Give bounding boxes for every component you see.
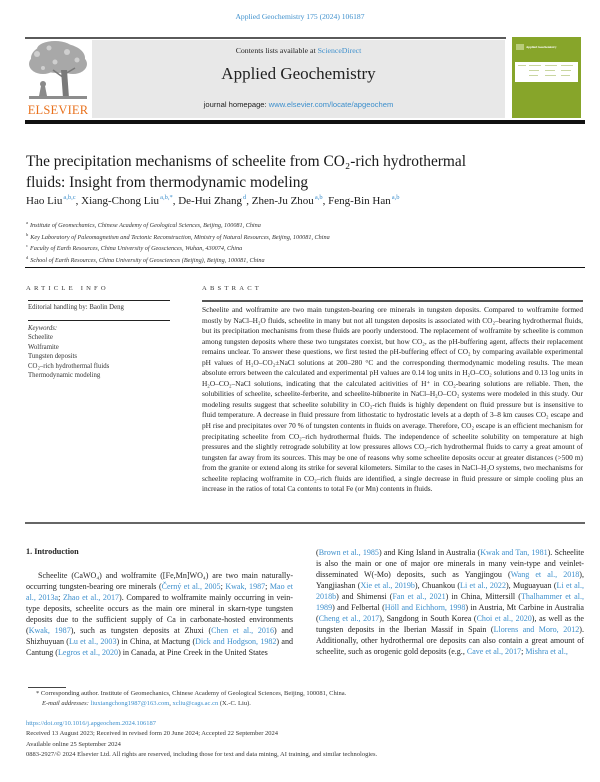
corresponding-author-note: * Corresponding author. Institute of Geomechanics, Chinese Academy of Geological Sciences, Beijing, 100081, China. (36, 690, 347, 697)
text-run: ) and Felbertal ( (332, 603, 385, 612)
citation-link[interactable]: Dick and Hodgson, 1982 (195, 637, 277, 646)
journal-title: Applied Geochemistry (221, 64, 376, 83)
citation-link[interactable]: Kwak and Tan, 1981 (480, 548, 548, 557)
abstract-bottom-rule (25, 522, 585, 524)
text-run: ; (58, 593, 63, 602)
author[interactable] (178, 195, 246, 207)
author-name: Xiang-Chong Liu (81, 195, 160, 207)
email-link[interactable]: liuxiangchong1987@163.com (90, 700, 170, 707)
text-run: ), Sangdong in South Korea ( (379, 614, 477, 623)
affiliation-mark: d (26, 254, 29, 260)
text-run: ) in Austria, Mt Carbine in Australia ( (316, 603, 584, 623)
homepage-line (92, 100, 505, 109)
journal-banner (92, 40, 505, 118)
available-online-date: Available online 25 September 2024 (26, 740, 121, 748)
author[interactable] (26, 195, 76, 207)
author-separator: , (246, 195, 252, 207)
author-affiliation-marks[interactable]: d (243, 194, 247, 201)
received-dates: Received 13 August 2023; Received in revised form 20 June 2024; Accepted 22 September 2024 (26, 730, 278, 738)
affiliation (26, 242, 330, 254)
article-info-rule (28, 320, 170, 321)
author-name: De-Hui Zhang (178, 195, 243, 207)
citation-link[interactable]: Lu et al., 2003 (68, 637, 117, 646)
section-rule (25, 267, 585, 268)
citation-link[interactable]: Černý et al., 2005 (161, 582, 221, 591)
citation-link[interactable]: Choi et al., 2020 (476, 614, 532, 623)
affiliation (26, 219, 330, 231)
author-separator: , (75, 195, 82, 207)
author[interactable] (81, 195, 173, 207)
affiliation-text: Faculty of Earth Resources, China University of Geosciences, Wuhan, 430074, China (30, 245, 243, 253)
text-run: ), Muguayuan ( (505, 581, 557, 590)
citation-link[interactable]: Cave et al., 2017 (466, 647, 522, 656)
journal-reference-link[interactable]: Applied Geochemistry 175 (2024) 106187 (235, 12, 365, 21)
introduction-heading: 1. Introduction (26, 547, 79, 556)
citation-link[interactable]: Brown et al., 1985 (318, 548, 379, 557)
doi-link[interactable]: https://doi.org/10.1016/j.apgeochem.2024.106187 (26, 720, 157, 727)
citation-link[interactable]: Höll and Eichhorn, 1998 (384, 603, 466, 612)
contents-line (92, 46, 505, 55)
affiliation-mark: a (26, 220, 28, 225)
cover-title: Applied Geochemistry (526, 45, 557, 49)
footnote-rule (28, 687, 66, 688)
citation-link[interactable]: Li et al., 2022 (460, 581, 506, 590)
author-name: Hao Liu (26, 195, 63, 207)
citation-link[interactable]: Kwak, 1987 (28, 626, 71, 635)
text-run: ). Compared to wolframite mainly occurring in vein-type deposits, scheelite occurs as the main ore mineral in skarn-type tungsten deposits due to the sufficient supply of Ca in carbonate-hosted environments ( (26, 593, 293, 635)
citation-link[interactable]: Cheng et al., 2017 (318, 614, 380, 623)
contents-prefix: Contents lists available at (235, 46, 318, 55)
keywords-list (28, 324, 109, 380)
text-run: ) in China, at Mactung ( (116, 637, 196, 646)
affiliation-text: School of Earth Resources, China University of Geosciences (Beijing), Beijing, 100081, China (30, 256, 265, 264)
citation-link[interactable]: Fan et al., 2021 (392, 592, 446, 601)
email-line (28, 699, 346, 709)
text-run: ) in China, Mittersill ( (445, 592, 521, 601)
abstract-heading: ABSTRACT (202, 285, 263, 292)
text-run: ; (265, 582, 270, 591)
author-affiliation-marks[interactable]: a,b,c (63, 194, 76, 201)
keyword: CO₂–rich hydrothermal fluids (28, 362, 110, 370)
text-run: ) in Canada, at Pine Creek in the United States (118, 648, 268, 657)
citation-link[interactable]: Zhao et al., 2017 (62, 593, 120, 602)
text-run: ; (220, 582, 226, 591)
keyword: Scheelite (28, 334, 53, 342)
author-separator: , (322, 195, 329, 207)
text-run: Scheelite (CaWO₄) and wolframite ([Fe,Mn]WO₄) are two main naturally-occurring tungsten-bearing ore minerals ( (26, 571, 293, 591)
citation-link[interactable]: Xie et al., 2019b (360, 581, 415, 590)
introduction-paragraph-right (316, 547, 584, 657)
affiliation-mark: b (26, 231, 29, 237)
affiliation (26, 254, 330, 266)
citation-link[interactable]: Mishra et al., (525, 647, 568, 656)
abstract-rule (202, 300, 583, 302)
text-run: ). Additionally, other hydrothermal ore deposits can also contain a great amount of scheelite, such as orogenic gold deposits (e.g., (316, 625, 584, 656)
elsevier-tree-icon (25, 40, 91, 104)
header-top-rule (25, 37, 506, 39)
text-run: ). Scheelite is also the main or one of major ore minerals in many vein-type and veinlet-disseminated W(-Mo) deposits, such as Yangjingou ( (316, 548, 585, 579)
citation-link[interactable]: Thalhammer et al., 1989 (316, 592, 584, 612)
text-run: ), such as tungsten deposits at Zhuxi ( (70, 626, 212, 635)
keyword: Tungsten deposits (28, 353, 78, 361)
citation-link[interactable]: Legros et al., 2020 (57, 648, 119, 657)
author-affiliation-marks[interactable]: a,b (391, 194, 400, 201)
journal-cover-thumbnail[interactable] (512, 37, 581, 118)
author-name: Feng-Bin Han (328, 195, 391, 207)
keywords-label: Keywords: (28, 325, 58, 332)
keyword: Thermodynamic modeling (28, 372, 101, 380)
article-info-heading: ARTICLE INFO (26, 285, 109, 292)
email-suffix: (X.-C. Liu). (218, 700, 251, 707)
email-label: E-mail addresses: (42, 700, 89, 707)
citation-link[interactable]: Li et al., 2018b (316, 581, 584, 601)
article-info-rule (28, 300, 170, 301)
copyright-notice: 0883-2927/© 2024 Elsevier Ltd. All rights are reserved, including those for text and data mining, AI training, and similar technologies. (26, 750, 378, 758)
text-run: ), Chuankou ( (414, 581, 461, 590)
elsevier-logo[interactable] (25, 40, 91, 120)
homepage-link[interactable]: www.elsevier.com/locate/apgeochem (268, 100, 394, 109)
text-run: ; (521, 647, 526, 656)
elsevier-wordmark: ELSEVIER (27, 103, 89, 117)
citation-link[interactable]: Wang et al., 2018 (510, 570, 580, 579)
text-run: ( (316, 548, 319, 557)
author-affiliation-marks[interactable]: a,b (314, 194, 323, 201)
author-affiliation-marks[interactable]: a,b,* (160, 194, 173, 201)
text-run: ), as well as the tungsten deposits in the Iberian Massif in Spain ( (316, 614, 584, 634)
introduction-paragraph-left (26, 570, 293, 658)
text-run: ), Yangjiashan ( (316, 570, 584, 590)
author-separator: , (172, 195, 179, 207)
article-title (26, 151, 466, 193)
citation-link[interactable]: Llorens and Moro, 2012 (493, 625, 580, 634)
email-link[interactable]: xcliu@cags.ac.cn (172, 700, 219, 707)
affiliation-text: Key Laboratory of Paleomagnetism and Tectonic Reconstruction, Ministry of Natural Resources, Beijing, 100081, China (30, 233, 330, 241)
affiliation (26, 231, 330, 243)
cover-logo-icon (516, 44, 524, 50)
text-run: ) and King Island in Australia ( (378, 548, 481, 557)
citation-link[interactable]: Mao et al., 2013a (26, 582, 293, 602)
author[interactable] (252, 195, 323, 207)
abstract-text: Scheelite and wolframite are two main tungsten-bearing ore minerals in tungsten deposits. Compared to wolframite formed mostly by NaCl–H₂O fluids, scheelite in many but not all tungsten deposits is associated with CO₂–bearing hydrothermal fluids, but its precipitation mechanisms from these fluids are poorly understood. The replacement of wolframite by scheelite is common among tungsten deposits where these two tungstates coexist, but how CO₂, as the pH-buffering agent, affects their replacement remains unclear. To answer these questions, we first tested the pH-buffering effect of CO₂ by comparing available experimental pH values of H₂O–CO₂±NaCl solutions at 200–280 °C and the corresponding thermodynamic modeling results. The mean absolute errors between the calculated and experimental pH values are 0.14 log units in H₂O–CO₂ solutions and 0.13 log units in H₂O–CO₂–NaCl solutions, indicating that the calculated acitivities of H⁺ in CO₂-bearing solutions are reliable. Then, the solubilities of scheelite, scheelite-ferberite, and scheelite-hübnerite in NaCl–H₂O–CO₂ systems were modeled in this study. Our modeling results suggest that scheelite solubility in CO₂-rich fluids is highly dependent on fluid pressure but is insensitive to fluid temperature. A decrease in fluid pressure from lithostatic to hydrostatic levels at a depth of 3–8 km causes CO₂ escape and pH rise and precipitates over 70 % of tungsten contents in fluids on average. Therefore, CO₂ escape is an efficient mechanism for precipitating scheelite from CO₂–rich hydrothermal fluids. The independence of scheelite solubility on temperature at high pressures and the slightly retrograde solubility at low pressures allows CO₂–rich hydrothermal fluids to carry a great amount of tungsten far away from its sources. This may be one of reasons why some scheelite deposits occur at greater distances (>500 m) from the granite or extend along its strike for several kilometers. Similar to the cases in NaCl–H₂O systems, two mechanisms for scheelite replacing wolframite in CO₂–rich fluids are identified, a single decrease in fluid pressure or simple cooling plus an increase in the ratios of total Ca contents to total Fe (or Mn) contents in fluids. (202, 305, 583, 494)
citation-link[interactable]: Kwak, 1987 (225, 582, 266, 591)
title-line: The precipitation mechanisms of scheelite from CO₂-rich hydrothermal (26, 153, 467, 170)
citation-link[interactable]: Chen et al., 2016 (211, 626, 274, 635)
editorial-handling: Editorial handling by: Baolin Deng (28, 304, 124, 311)
author-list (26, 194, 399, 207)
text-run: ) and Shizhuyuan ( (26, 626, 293, 646)
sciencedirect-link[interactable]: ScienceDirect (317, 46, 362, 55)
text-run: ) and Cantung ( (26, 637, 293, 657)
author[interactable] (328, 195, 399, 207)
publication-info (26, 719, 377, 760)
keyword: Wolframite (28, 343, 59, 351)
affiliation-text: Institute of Geomechanics, Chinese Academy of Geological Sciences, Beijing, 100081, China (30, 222, 261, 229)
footnote (28, 689, 346, 709)
homepage-prefix: journal homepage: (203, 100, 269, 109)
affiliation-list (26, 219, 330, 265)
author-name: Zhen-Ju Zhou (251, 195, 314, 207)
cover-contents-band (515, 62, 578, 82)
header-bottom-rule (25, 120, 585, 124)
email-separator: , (169, 700, 173, 707)
text-run: ) and Shimensi ( (336, 592, 393, 601)
title-line: fluids: Insight from thermodynamic modeling (26, 174, 309, 191)
affiliation-mark: c (26, 243, 28, 249)
